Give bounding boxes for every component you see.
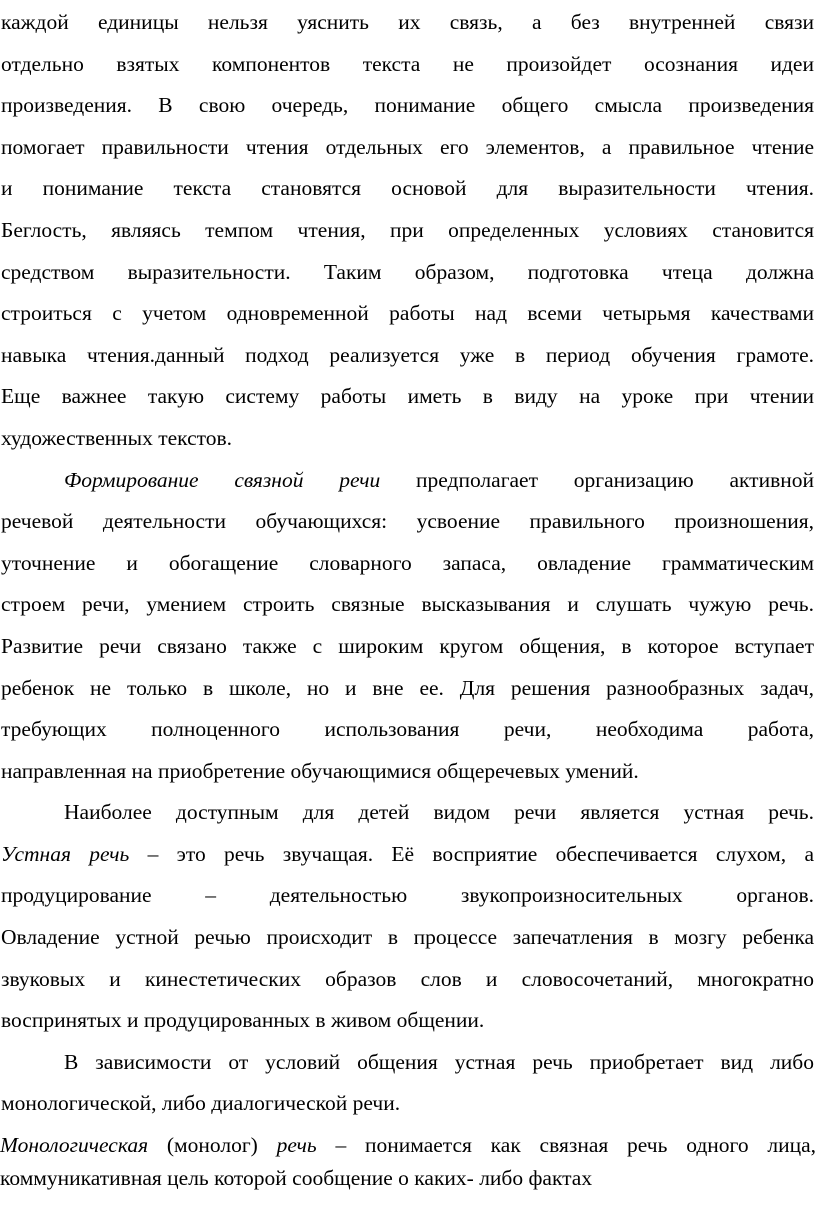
line-text: средством выразительности. Таким образом, подготовка чтеца должна bbox=[1, 259, 814, 284]
line-text: звуковых и кинестетических образов слов и словосочетаний, многократно bbox=[1, 966, 814, 991]
text-line bbox=[0, 962, 816, 1004]
text-line bbox=[0, 255, 816, 297]
text-line bbox=[0, 1045, 816, 1087]
paragraph-4 bbox=[0, 1045, 816, 1128]
line-rest: – понимается как связная речь одного лица, bbox=[316, 1133, 816, 1158]
line-text: и понимание текста становятся основой для выразительности чтения. bbox=[1, 176, 814, 201]
italic-term: речь bbox=[276, 1133, 317, 1158]
line-text: строем речи, умением строить связные высказывания и слушать чужую речь. bbox=[1, 592, 814, 617]
line-text: воспринятых и продуцированных в живом общении. bbox=[1, 1008, 485, 1033]
line-text: Наиболее доступным для детей видом речи является устная речь. bbox=[64, 800, 814, 825]
line-text: коммуникативная цель которой сообщение о каких- либо фактах bbox=[0, 1166, 593, 1191]
line-text: уточнение и обогащение словарного запаса, овладение грамматическим bbox=[1, 550, 814, 575]
text-line bbox=[0, 171, 816, 213]
line-text: В зависимости от условий общения устная речь приобретает вид либо bbox=[64, 1049, 814, 1074]
line-text: Овладение устной речью происходит в процессе запечатления в мозгу ребенка bbox=[1, 925, 814, 950]
italic-term: Формирование связной речи bbox=[64, 467, 381, 492]
text-line bbox=[0, 587, 816, 629]
text-line bbox=[0, 712, 816, 754]
paragraph-2 bbox=[0, 463, 816, 796]
text-line bbox=[0, 5, 816, 47]
line-text: ребенок не только в школе, но и вне ее. Для решения разнообразных задач, bbox=[1, 675, 814, 700]
line-rest: предполагает организацию активной bbox=[380, 467, 814, 492]
text-line bbox=[0, 379, 816, 421]
text-line bbox=[0, 546, 816, 588]
line-rest: (монолог) bbox=[148, 1133, 277, 1158]
line-text bbox=[0, 1132, 816, 1158]
paragraph-1 bbox=[0, 5, 816, 463]
text-line bbox=[0, 1086, 816, 1128]
paragraph-5 bbox=[0, 1128, 816, 1194]
line-text bbox=[64, 467, 814, 493]
text-line bbox=[0, 213, 816, 255]
text-line bbox=[0, 1128, 816, 1161]
paragraph-3 bbox=[0, 795, 816, 1045]
text-line bbox=[0, 421, 816, 463]
line-rest: – это речь звучащая. Её восприятие обеспечивается слухом, а bbox=[129, 841, 814, 866]
text-line bbox=[0, 1161, 816, 1194]
line-text: каждой единицы нельзя уяснить их связь, а без внутренней связи bbox=[1, 10, 814, 34]
line-text: требующих полноценного использования речи, необходима работа, bbox=[1, 717, 814, 742]
line-text bbox=[1, 841, 814, 867]
line-text: художественных текстов. bbox=[1, 425, 232, 450]
text-line bbox=[0, 47, 816, 89]
line-text: Беглость, являясь темпом чтения, при определенных условиях становится bbox=[1, 217, 814, 242]
text-line bbox=[0, 795, 816, 837]
text-line bbox=[0, 88, 816, 130]
text-line bbox=[0, 338, 816, 380]
text-line bbox=[0, 629, 816, 671]
line-text: речевой деятельности обучающихся: усвоение правильного произношения, bbox=[1, 509, 814, 534]
text-line bbox=[0, 920, 816, 962]
text-line bbox=[0, 296, 816, 338]
text-line bbox=[0, 671, 816, 713]
line-text: отдельно взятых компонентов текста не произойдет осознания идеи bbox=[1, 51, 814, 76]
text-line bbox=[0, 878, 816, 920]
italic-term: Устная речь bbox=[1, 841, 130, 866]
line-text: направленная на приобретение обучающимися общеречевых умений. bbox=[1, 758, 639, 783]
text-line bbox=[0, 504, 816, 546]
line-text: монологической, либо диалогической речи. bbox=[1, 1091, 401, 1116]
text-line bbox=[0, 837, 816, 879]
text-line bbox=[0, 463, 816, 505]
line-text: Развитие речи связано также с широким кругом общения, в которое вступает bbox=[1, 633, 814, 658]
line-text: строиться с учетом одновременной работы над всеми четырьмя качествами bbox=[1, 301, 814, 326]
italic-term: Монологическая bbox=[0, 1133, 149, 1158]
text-line bbox=[0, 130, 816, 172]
line-text: Еще важнее такую систему работы иметь в виду на уроке при чтении bbox=[1, 384, 814, 409]
text-line bbox=[0, 754, 816, 796]
line-text: произведения. В свою очередь, понимание общего смысла произведения bbox=[1, 93, 814, 118]
line-text: навыка чтения.данный подход реализуется уже в период обучения грамоте. bbox=[1, 342, 814, 367]
text-line bbox=[0, 1003, 816, 1045]
line-text: помогает правильности чтения отдельных его элементов, а правильное чтение bbox=[1, 134, 814, 159]
line-text: продуцирование – деятельностью звукопроизносительных органов. bbox=[1, 883, 814, 908]
